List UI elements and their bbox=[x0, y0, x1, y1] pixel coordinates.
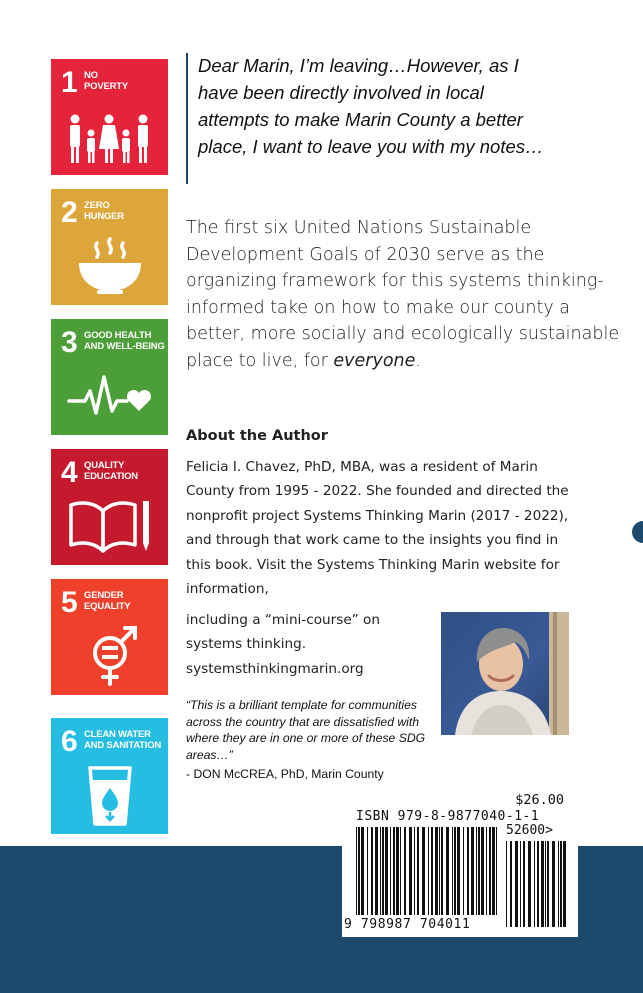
endorsement-quote: “This is a brilliant template for communities across the country that are dissatisfied with where they are in one or more of these SDG areas…” bbox=[186, 698, 426, 762]
barcode-bar bbox=[478, 827, 480, 915]
barcode-bar bbox=[356, 827, 357, 915]
barcode-bars bbox=[342, 787, 578, 937]
author-portrait bbox=[441, 612, 569, 735]
barcode-bar bbox=[396, 827, 399, 915]
sdg-title-line2: EDUCATION bbox=[84, 471, 138, 482]
barcode-bar bbox=[467, 827, 469, 915]
barcode-bar bbox=[537, 841, 539, 927]
barcode-bar bbox=[428, 827, 429, 915]
bowl-icon bbox=[65, 233, 155, 297]
barcode-bar bbox=[414, 827, 415, 915]
barcode-bar bbox=[446, 827, 449, 915]
barcode-bar bbox=[435, 827, 438, 915]
sdg-title-line2: AND SANITATION bbox=[84, 740, 162, 751]
barcode-bar bbox=[422, 827, 425, 915]
barcode-bar bbox=[545, 841, 546, 927]
barcode-bar bbox=[560, 841, 562, 927]
addon-code: 52600> bbox=[506, 823, 553, 838]
sdg-tile-3 bbox=[51, 319, 168, 435]
barcode-bar bbox=[481, 827, 484, 915]
barcode-bar bbox=[454, 827, 456, 915]
isbn-barcode bbox=[342, 787, 578, 937]
summary-end: . bbox=[415, 350, 421, 371]
isbn-label: ISBN 979-8-9877040-1-1 bbox=[356, 809, 540, 824]
sdg-title-line1: CLEAN WATER bbox=[84, 729, 151, 740]
sdg-number: 1 bbox=[61, 66, 78, 99]
about-tail-text: including a “mini-course” on systems thinking. bbox=[186, 612, 380, 653]
sdg-title bbox=[84, 200, 124, 222]
sdg-title-line2: HUNGER bbox=[84, 211, 124, 222]
barcode-bar bbox=[520, 841, 521, 927]
barcode-bar bbox=[552, 841, 555, 927]
barcode-bar bbox=[534, 841, 535, 927]
sdg-title bbox=[84, 590, 130, 612]
barcode-bar bbox=[390, 827, 391, 915]
water-glass-icon bbox=[65, 762, 155, 826]
sdg-title bbox=[84, 70, 128, 92]
barcode-bar bbox=[431, 827, 433, 915]
sdg-title-line2: EQUALITY bbox=[84, 601, 131, 612]
sdg-title-line1: NO bbox=[84, 70, 98, 81]
barcode-bar bbox=[400, 827, 401, 915]
gender-equality-icon bbox=[65, 623, 155, 687]
barcode-bar bbox=[496, 827, 497, 915]
author-website: systemsthinkingmarin.org bbox=[186, 660, 364, 677]
barcode-bar bbox=[528, 841, 531, 927]
ean-digits: 9 798987 704011 bbox=[344, 917, 471, 932]
barcode-bar bbox=[563, 841, 566, 927]
book-pencil-icon bbox=[65, 493, 155, 557]
barcode-bar bbox=[541, 841, 544, 927]
barcode-bar bbox=[441, 827, 443, 915]
sdg-tile-2 bbox=[51, 189, 168, 305]
barcode-bar bbox=[463, 827, 464, 915]
barcode-bar bbox=[476, 827, 477, 915]
sdg-number: 5 bbox=[61, 586, 78, 619]
author-photo bbox=[441, 612, 569, 735]
barcode-bar bbox=[361, 827, 364, 915]
sdg-title bbox=[84, 330, 165, 352]
book-summary bbox=[186, 215, 626, 374]
barcode-bar bbox=[358, 827, 360, 915]
barcode-bar bbox=[523, 841, 525, 927]
sdg-number: 6 bbox=[61, 725, 78, 758]
sdg-number: 4 bbox=[61, 456, 78, 489]
barcode-bar bbox=[393, 827, 395, 915]
sdg-number: 3 bbox=[61, 326, 78, 359]
barcode-bar bbox=[515, 841, 518, 927]
barcode-bar bbox=[510, 841, 512, 927]
about-body: Felicia I. Chavez, PhD, MBA, was a resident of Marin County from 1995 - 2022. She founded and directed the nonprofit project Systems Thinking Marin (2017 - 2022), and through that work came to the insights you find in this book. Visit the Systems Thinking Marin website for information, bbox=[186, 459, 569, 598]
endorsement-credit: - DON McCREA, PhD, Marin County bbox=[186, 767, 384, 781]
barcode-bar bbox=[452, 827, 453, 915]
sdg-title-line1: QUALITY bbox=[84, 460, 125, 471]
sdg-tile-6 bbox=[51, 718, 168, 834]
about-tail bbox=[186, 608, 436, 681]
spine-edge-mark bbox=[632, 521, 643, 543]
quote-accent-bar bbox=[186, 53, 188, 184]
barcode-bar bbox=[492, 827, 495, 915]
sdg-title-line2: AND WELL-BEING bbox=[84, 341, 165, 352]
barcode-bar bbox=[417, 827, 419, 915]
barcode-bar bbox=[439, 827, 440, 915]
sdg-tile-5 bbox=[51, 579, 168, 695]
sdg-tile-1 bbox=[51, 59, 168, 175]
sdg-title-line1: ZERO bbox=[84, 200, 110, 211]
barcode-bar bbox=[489, 827, 491, 915]
barcode-bar bbox=[380, 827, 381, 915]
summary-emphasis: everyone bbox=[333, 350, 416, 371]
barcode-bar bbox=[375, 827, 378, 915]
sdg-title bbox=[84, 460, 138, 482]
barcode-bar bbox=[367, 827, 368, 915]
barcode-bar bbox=[486, 827, 487, 915]
sdg-number: 2 bbox=[61, 196, 78, 229]
barcode-bar bbox=[471, 827, 474, 915]
barcode-bar bbox=[404, 827, 406, 915]
barcode-bar bbox=[385, 827, 388, 915]
barcode-bar bbox=[547, 841, 549, 927]
barcode-bar bbox=[457, 827, 460, 915]
barcode-bar bbox=[409, 827, 412, 915]
intro-quote: Dear Marin, I’m leaving…However, as I have been directly involved in local attempts to make Marin County a better place, I want to leave you with my notes… bbox=[198, 55, 544, 157]
barcode-bar bbox=[371, 827, 373, 915]
heartbeat-icon bbox=[65, 363, 155, 427]
family-icon bbox=[65, 103, 155, 167]
sdg-title-line2: POVERTY bbox=[84, 81, 128, 92]
barcode-bar bbox=[558, 841, 559, 927]
sdg-title-line1: GOOD HEALTH bbox=[84, 330, 152, 341]
price-label: $26.00 bbox=[515, 792, 564, 808]
sdg-tile-4 bbox=[51, 449, 168, 565]
barcode-bar bbox=[506, 841, 507, 927]
barcode-bar bbox=[382, 827, 384, 915]
sdg-title-line1: GENDER bbox=[84, 590, 124, 601]
sdg-title bbox=[84, 729, 161, 751]
summary-text: The first six United Nations Sustainable Development Goals of 2030 serve as the organizing framework for this systems thinking-informed take on how to make our county a better, more socially and ecologically sustainable place to live, for bbox=[186, 218, 620, 371]
about-heading: About the Author bbox=[186, 428, 328, 444]
